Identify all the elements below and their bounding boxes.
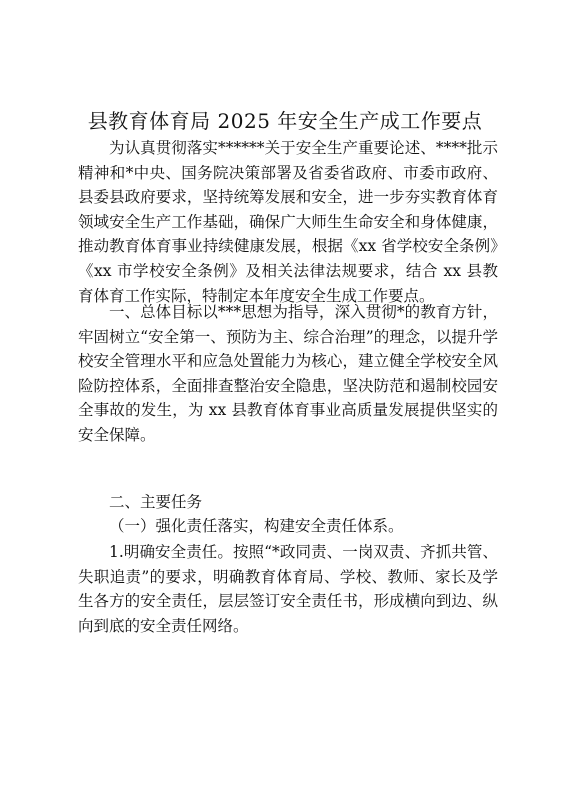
section-heading-main-tasks: 二、主要任务 xyxy=(109,493,203,511)
subsection-heading-responsibility: （一）强化责任落实，构建安全责任体系。 xyxy=(109,517,404,535)
intro-paragraph: 为认真贯彻落实******关于安全生产重要论述、****批示精神和*中央、国务院决策部署及省委省政府、市委市政府、县委县政府要求，坚持统筹发展和安全，进一步夯实教育体育领域安全生产工作基础，确保广大师生生命安全和身体健康，推动教育体育事业持续健康发展，根据《xx 省学校安全条例》《xx 市学校安全条例》及相关法律法规要求，结合 xx 县教育体育工作实际，特制定本年度安全生成工作要点。 xyxy=(78,139,498,305)
goal-paragraph: 一、总体目标以***思想为指导，深入贯彻*的教育方针，牢固树立“安全第一、预防为主、综合治理”的理念，以提升学校安全管理水平和应急处置能力为核心，建立健全学校安全风险防控体系，全面排查整治安全隐患，坚决防范和遏制校园安全事故的发生，为 xx 县教育体育事业高质量发展提供坚实的安全保障。 xyxy=(78,303,498,444)
item-paragraph-clarify-responsibility: 1.明确安全责任。按照“*政同责、一岗双责、齐抓共管、失职追责”的要求，明确教育体育局、学校、教师、家长及学生各方的安全责任，层层签订安全责任书，形成横向到边、纵向到底的安全责任网络。 xyxy=(78,543,498,635)
document-title: 县教育体育局 2025 年安全生产成工作要点 xyxy=(87,109,483,133)
